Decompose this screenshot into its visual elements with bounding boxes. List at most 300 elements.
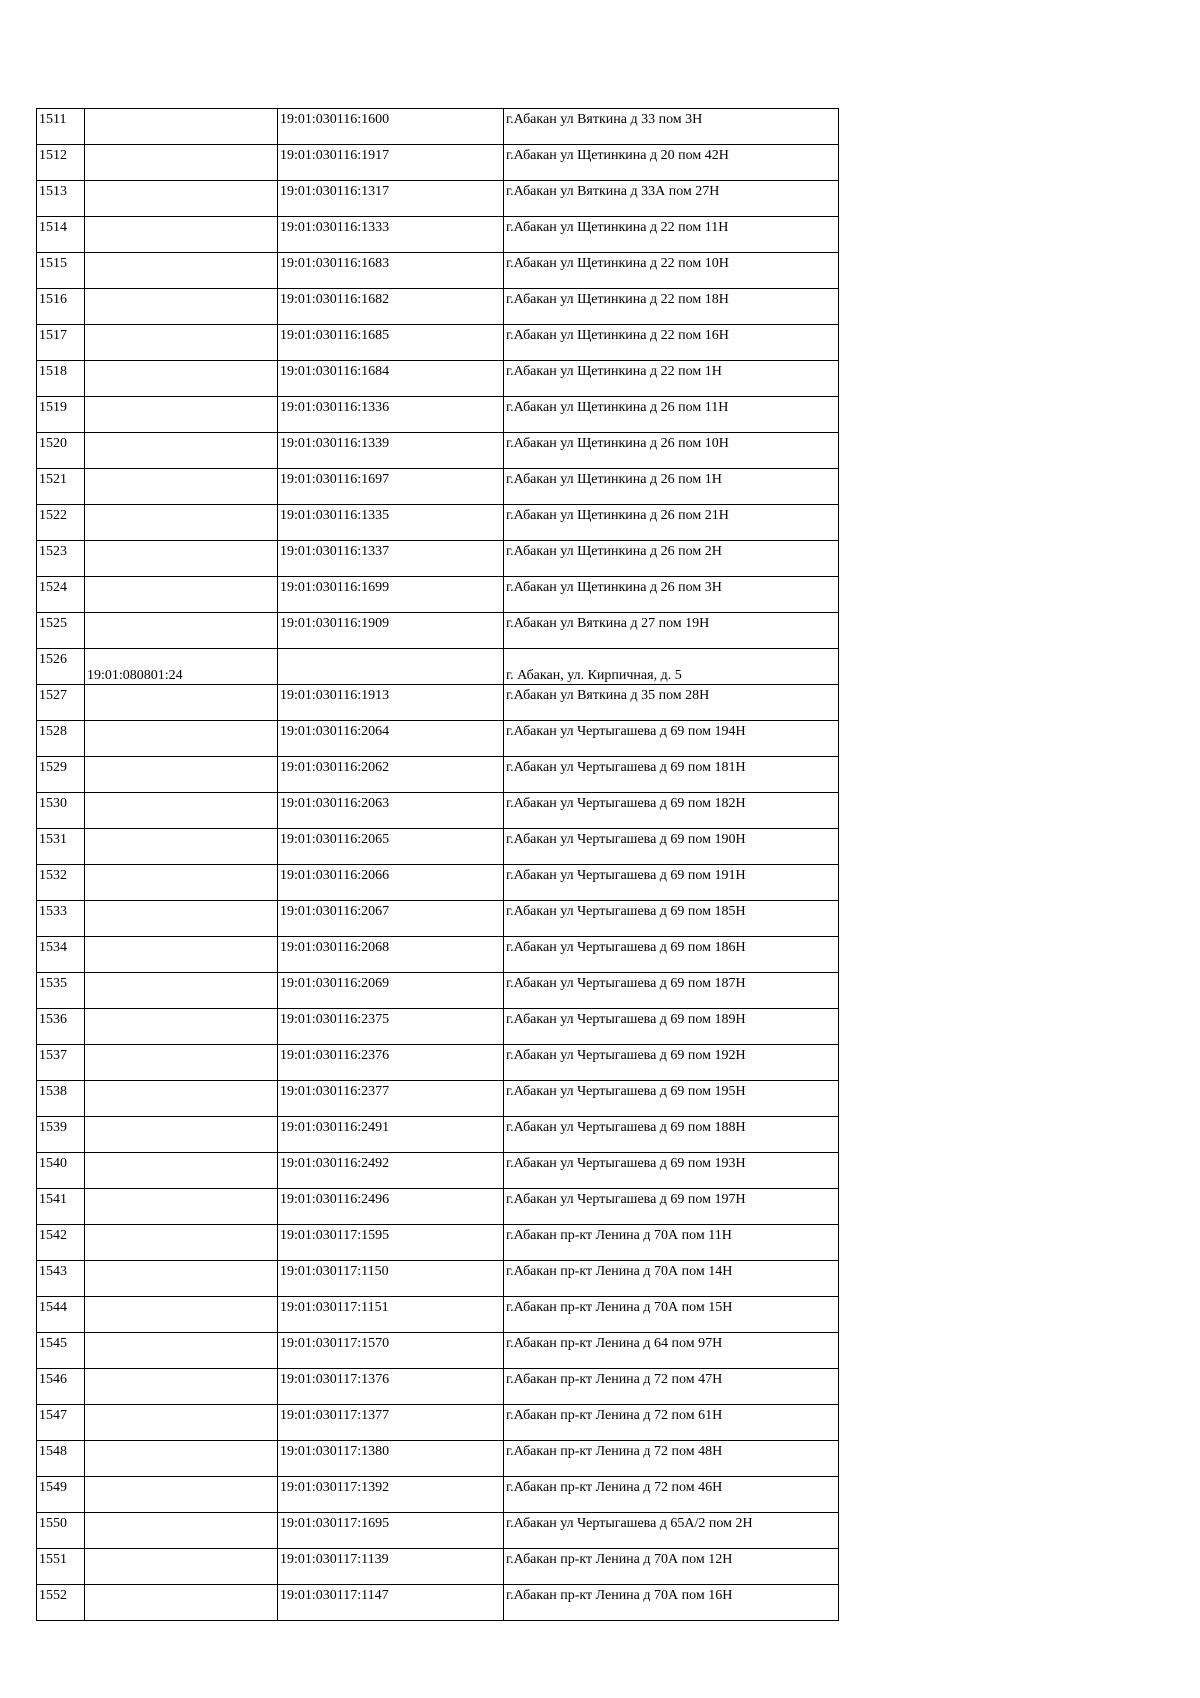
table-row bbox=[37, 937, 839, 973]
row-number-text: 1534 bbox=[39, 940, 67, 955]
address-text: г.Абакан ул Щетинкина д 26 пом 11Н bbox=[506, 400, 729, 415]
row-number-cell bbox=[37, 361, 85, 397]
row-number-text: 1537 bbox=[39, 1048, 67, 1063]
table-row bbox=[37, 577, 839, 613]
row-number-text: 1544 bbox=[39, 1300, 67, 1315]
table-row bbox=[37, 973, 839, 1009]
land-cadastral-text bbox=[87, 1513, 275, 1515]
cadastral-number-text: 19:01:030117:1595 bbox=[280, 1228, 390, 1243]
land-cadastral-text bbox=[87, 1189, 275, 1191]
row-number-cell bbox=[37, 1369, 85, 1405]
land-cadastral-text bbox=[87, 1405, 275, 1407]
land-cadastral-cell bbox=[85, 433, 278, 469]
table-row bbox=[37, 109, 839, 145]
row-number-text: 1531 bbox=[39, 832, 67, 847]
row-number-cell bbox=[37, 397, 85, 433]
cadastral-number-text: 19:01:030116:2069 bbox=[280, 976, 390, 991]
row-number-cell bbox=[37, 1441, 85, 1477]
land-cadastral-text bbox=[87, 613, 275, 615]
land-cadastral-text bbox=[87, 1225, 275, 1227]
land-cadastral-text bbox=[87, 1153, 275, 1155]
land-cadastral-text bbox=[87, 469, 275, 471]
address-text: г.Абакан пр-кт Ленина д 70А пом 16Н bbox=[506, 1588, 733, 1603]
cadastral-number-cell bbox=[278, 1261, 504, 1297]
row-number-cell bbox=[37, 289, 85, 325]
cadastral-number-text: 19:01:030116:1685 bbox=[280, 328, 390, 343]
row-number-cell bbox=[37, 1513, 85, 1549]
cadastral-number-cell bbox=[278, 433, 504, 469]
table-row bbox=[37, 793, 839, 829]
row-number-text: 1541 bbox=[39, 1192, 67, 1207]
cadastral-number-text: 19:01:030117:1380 bbox=[280, 1444, 390, 1459]
address-text: г.Абакан ул Чертыгашева д 65А/2 пом 2Н bbox=[506, 1516, 753, 1531]
cadastral-number-cell bbox=[278, 109, 504, 145]
cadastral-number-text: 19:01:030116:2063 bbox=[280, 796, 390, 811]
address-text: г.Абакан ул Чертыгашева д 69 пом 188Н bbox=[506, 1120, 746, 1135]
row-number-cell bbox=[37, 649, 85, 685]
row-number-cell bbox=[37, 1297, 85, 1333]
row-number-text: 1536 bbox=[39, 1012, 67, 1027]
cadastral-number-cell bbox=[278, 1333, 504, 1369]
land-cadastral-cell bbox=[85, 397, 278, 433]
land-cadastral-text bbox=[87, 1549, 275, 1551]
table-row bbox=[37, 325, 839, 361]
cadastral-number-cell bbox=[278, 613, 504, 649]
address-cell bbox=[504, 1549, 839, 1585]
land-cadastral-cell bbox=[85, 1009, 278, 1045]
cadastral-number-text: 19:01:030117:1376 bbox=[280, 1372, 390, 1387]
row-number-cell bbox=[37, 433, 85, 469]
land-cadastral-cell bbox=[85, 289, 278, 325]
land-cadastral-cell bbox=[85, 1549, 278, 1585]
row-number-text: 1539 bbox=[39, 1120, 67, 1135]
cadastral-number-text: 19:01:030116:2496 bbox=[280, 1192, 390, 1207]
land-cadastral-text bbox=[87, 217, 275, 219]
cadastral-number-text: 19:01:030116:1917 bbox=[280, 148, 390, 163]
table-row bbox=[37, 1009, 839, 1045]
land-cadastral-text bbox=[87, 181, 275, 183]
address-text: г.Абакан ул Чертыгашева д 69 пом 186Н bbox=[506, 940, 746, 955]
address-cell bbox=[504, 613, 839, 649]
land-cadastral-text bbox=[87, 721, 275, 723]
land-cadastral-cell bbox=[85, 757, 278, 793]
cadastral-number-cell bbox=[278, 757, 504, 793]
land-cadastral-cell bbox=[85, 1369, 278, 1405]
land-cadastral-text bbox=[87, 1585, 275, 1587]
address-text: г.Абакан ул Чертыгашева д 69 пом 194Н bbox=[506, 724, 746, 739]
address-cell bbox=[504, 1477, 839, 1513]
row-number-text: 1546 bbox=[39, 1372, 67, 1387]
table-row bbox=[37, 1585, 839, 1621]
address-text: г.Абакан ул Чертыгашева д 69 пом 197Н bbox=[506, 1192, 746, 1207]
row-number-text: 1550 bbox=[39, 1516, 67, 1531]
cadastral-number-text: 19:01:030116:1684 bbox=[280, 364, 390, 379]
table-row bbox=[37, 253, 839, 289]
cadastral-number-cell bbox=[278, 973, 504, 1009]
row-number-cell bbox=[37, 541, 85, 577]
address-cell bbox=[504, 1189, 839, 1225]
cadastral-number-cell bbox=[278, 253, 504, 289]
land-cadastral-text bbox=[87, 577, 275, 579]
address-cell bbox=[504, 253, 839, 289]
land-cadastral-cell bbox=[85, 1225, 278, 1261]
address-cell bbox=[504, 577, 839, 613]
address-text: г.Абакан ул Чертыгашева д 69 пом 189Н bbox=[506, 1012, 746, 1027]
cadastral-number-cell bbox=[278, 1081, 504, 1117]
row-number-text: 1540 bbox=[39, 1156, 67, 1171]
row-number-text: 1529 bbox=[39, 760, 67, 775]
cadastral-number-text: 19:01:030117:1570 bbox=[280, 1336, 390, 1351]
row-number-cell bbox=[37, 1333, 85, 1369]
row-number-cell bbox=[37, 865, 85, 901]
land-cadastral-cell bbox=[85, 649, 278, 685]
address-text: г.Абакан ул Вяткина д 33 пом 3Н bbox=[506, 112, 703, 127]
land-cadastral-cell bbox=[85, 973, 278, 1009]
row-number-cell bbox=[37, 325, 85, 361]
cadastral-number-text: 19:01:030116:1697 bbox=[280, 472, 390, 487]
row-number-text: 1535 bbox=[39, 976, 67, 991]
table-row bbox=[37, 181, 839, 217]
land-cadastral-text bbox=[87, 1117, 275, 1119]
address-cell bbox=[504, 1441, 839, 1477]
row-number-text: 1533 bbox=[39, 904, 67, 919]
row-number-cell bbox=[37, 253, 85, 289]
cadastral-number-text: 19:01:030116:1335 bbox=[280, 508, 390, 523]
table-row bbox=[37, 1369, 839, 1405]
address-text: г.Абакан ул Щетинкина д 20 пом 42Н bbox=[506, 148, 729, 163]
row-number-cell bbox=[37, 109, 85, 145]
land-cadastral-cell bbox=[85, 181, 278, 217]
address-cell bbox=[504, 1405, 839, 1441]
address-text: г.Абакан ул Щетинкина д 22 пом 11Н bbox=[506, 220, 729, 235]
row-number-cell bbox=[37, 829, 85, 865]
cadastral-number-cell bbox=[278, 1153, 504, 1189]
cadastral-number-text: 19:01:030116:1913 bbox=[280, 688, 390, 703]
row-number-cell bbox=[37, 1549, 85, 1585]
cadastral-number-cell bbox=[278, 325, 504, 361]
row-number-cell bbox=[37, 901, 85, 937]
address-text: г.Абакан ул Щетинкина д 26 пом 2Н bbox=[506, 544, 722, 559]
cadastral-number-cell bbox=[278, 505, 504, 541]
cadastral-number-text: 19:01:030117:1392 bbox=[280, 1480, 390, 1495]
row-number-cell bbox=[37, 1081, 85, 1117]
row-number-cell bbox=[37, 721, 85, 757]
land-cadastral-text bbox=[87, 937, 275, 939]
row-number-text: 1520 bbox=[39, 436, 67, 451]
cadastral-number-text: 19:01:030116:1333 bbox=[280, 220, 390, 235]
row-number-cell bbox=[37, 217, 85, 253]
cadastral-number-text: 19:01:030116:1683 bbox=[280, 256, 390, 271]
cadastral-number-text: 19:01:030116:2376 bbox=[280, 1048, 390, 1063]
land-cadastral-cell bbox=[85, 1441, 278, 1477]
land-cadastral-text bbox=[87, 325, 275, 327]
row-number-cell bbox=[37, 973, 85, 1009]
land-cadastral-cell bbox=[85, 361, 278, 397]
land-cadastral-cell bbox=[85, 1333, 278, 1369]
address-cell bbox=[504, 181, 839, 217]
cadastral-number-text: 19:01:030116:2064 bbox=[280, 724, 390, 739]
land-cadastral-cell bbox=[85, 1405, 278, 1441]
land-cadastral-text bbox=[87, 901, 275, 903]
table-row bbox=[37, 289, 839, 325]
row-number-cell bbox=[37, 1045, 85, 1081]
land-cadastral-cell bbox=[85, 109, 278, 145]
address-text: г.Абакан ул Чертыгашева д 69 пом 181Н bbox=[506, 760, 746, 775]
row-number-cell bbox=[37, 685, 85, 721]
cadastral-number-text: 19:01:030116:2491 bbox=[280, 1120, 390, 1135]
row-number-text: 1532 bbox=[39, 868, 67, 883]
cadastral-number-cell bbox=[278, 649, 504, 685]
land-cadastral-text bbox=[87, 1369, 275, 1371]
row-number-text: 1516 bbox=[39, 292, 67, 307]
row-number-text: 1552 bbox=[39, 1588, 67, 1603]
cadastral-number-cell bbox=[278, 1549, 504, 1585]
address-text: г.Абакан пр-кт Ленина д 70А пом 12Н bbox=[506, 1552, 733, 1567]
address-text: г.Абакан пр-кт Ленина д 64 пом 97Н bbox=[506, 1336, 723, 1351]
table-row bbox=[37, 469, 839, 505]
address-cell bbox=[504, 721, 839, 757]
table-row bbox=[37, 1153, 839, 1189]
land-cadastral-text bbox=[87, 973, 275, 975]
land-cadastral-text bbox=[87, 1441, 275, 1443]
cadastral-number-text: 19:01:030116:1337 bbox=[280, 544, 390, 559]
address-cell bbox=[504, 901, 839, 937]
cadastral-number-cell bbox=[278, 181, 504, 217]
address-text: г.Абакан ул Вяткина д 35 пом 28Н bbox=[506, 688, 710, 703]
address-cell bbox=[504, 1297, 839, 1333]
cadastral-number-cell bbox=[278, 217, 504, 253]
land-cadastral-cell bbox=[85, 217, 278, 253]
address-cell bbox=[504, 361, 839, 397]
address-text: г.Абакан ул Чертыгашева д 69 пом 191Н bbox=[506, 868, 746, 883]
table-row bbox=[37, 1081, 839, 1117]
cadastral-number-cell bbox=[278, 829, 504, 865]
cadastral-number-cell bbox=[278, 865, 504, 901]
land-cadastral-text bbox=[87, 829, 275, 831]
table-row bbox=[37, 1261, 839, 1297]
row-number-text: 1538 bbox=[39, 1084, 67, 1099]
row-number-text: 1528 bbox=[39, 724, 67, 739]
cadastral-number-text: 19:01:030116:1339 bbox=[280, 436, 390, 451]
table-row bbox=[37, 1549, 839, 1585]
table-row bbox=[37, 1297, 839, 1333]
land-cadastral-text bbox=[87, 289, 275, 291]
address-cell bbox=[504, 397, 839, 433]
address-text: г.Абакан ул Щетинкина д 22 пом 16Н bbox=[506, 328, 729, 343]
cadastral-number-text: 19:01:030117:1377 bbox=[280, 1408, 390, 1423]
table-row bbox=[37, 1333, 839, 1369]
address-text: г.Абакан пр-кт Ленина д 70А пом 14Н bbox=[506, 1264, 733, 1279]
cadastral-number-text: 19:01:030116:2492 bbox=[280, 1156, 390, 1171]
row-number-cell bbox=[37, 145, 85, 181]
row-number-cell bbox=[37, 1189, 85, 1225]
address-text: г.Абакан пр-кт Ленина д 72 пом 47Н bbox=[506, 1372, 723, 1387]
address-cell bbox=[504, 1225, 839, 1261]
table-row bbox=[37, 541, 839, 577]
table-row bbox=[37, 1441, 839, 1477]
land-cadastral-cell bbox=[85, 577, 278, 613]
land-cadastral-cell bbox=[85, 1117, 278, 1153]
address-cell bbox=[504, 109, 839, 145]
row-number-cell bbox=[37, 469, 85, 505]
cadastral-number-cell bbox=[278, 901, 504, 937]
cadastral-number-cell bbox=[278, 1117, 504, 1153]
cadastral-number-cell bbox=[278, 145, 504, 181]
land-cadastral-cell bbox=[85, 1045, 278, 1081]
row-number-cell bbox=[37, 181, 85, 217]
land-cadastral-cell bbox=[85, 325, 278, 361]
row-number-text: 1523 bbox=[39, 544, 67, 559]
land-cadastral-text bbox=[87, 361, 275, 363]
address-text: г.Абакан ул Щетинкина д 26 пом 3Н bbox=[506, 580, 722, 595]
cadastral-number-cell bbox=[278, 1513, 504, 1549]
table-row bbox=[37, 505, 839, 541]
cadastral-number-cell bbox=[278, 397, 504, 433]
address-cell bbox=[504, 685, 839, 721]
land-cadastral-text bbox=[87, 757, 275, 759]
cadastral-number-cell bbox=[278, 1441, 504, 1477]
address-cell bbox=[504, 1081, 839, 1117]
row-number-text: 1519 bbox=[39, 400, 67, 415]
address-text: г.Абакан пр-кт Ленина д 70А пом 15Н bbox=[506, 1300, 733, 1315]
address-cell bbox=[504, 145, 839, 181]
address-text: г.Абакан ул Чертыгашева д 69 пом 187Н bbox=[506, 976, 746, 991]
address-cell bbox=[504, 1045, 839, 1081]
cadastral-number-text: 19:01:030117:1695 bbox=[280, 1516, 390, 1531]
row-number-cell bbox=[37, 793, 85, 829]
row-number-text: 1548 bbox=[39, 1444, 67, 1459]
address-cell bbox=[504, 865, 839, 901]
land-cadastral-text bbox=[87, 433, 275, 435]
cadastral-number-cell bbox=[278, 1297, 504, 1333]
land-cadastral-text bbox=[87, 1261, 275, 1263]
row-number-cell bbox=[37, 757, 85, 793]
land-cadastral-cell bbox=[85, 1189, 278, 1225]
land-cadastral-text bbox=[87, 1297, 275, 1299]
address-cell bbox=[504, 289, 839, 325]
land-cadastral-cell bbox=[85, 145, 278, 181]
land-cadastral-text bbox=[87, 685, 275, 687]
table-row bbox=[37, 613, 839, 649]
registry-table-body bbox=[37, 109, 839, 1621]
table-row bbox=[37, 829, 839, 865]
land-cadastral-cell bbox=[85, 793, 278, 829]
table-row bbox=[37, 361, 839, 397]
table-row bbox=[37, 1045, 839, 1081]
cadastral-number-text: 19:01:030116:1336 bbox=[280, 400, 390, 415]
address-text: г.Абакан ул Чертыгашева д 69 пом 195Н bbox=[506, 1084, 746, 1099]
table-row bbox=[37, 217, 839, 253]
table-row bbox=[37, 1405, 839, 1441]
land-cadastral-text bbox=[87, 1009, 275, 1011]
cadastral-number-text: 19:01:030116:2375 bbox=[280, 1012, 390, 1027]
row-number-cell bbox=[37, 1477, 85, 1513]
cadastral-number-cell bbox=[278, 721, 504, 757]
address-text: г.Абакан ул Щетинкина д 26 пом 1Н bbox=[506, 472, 722, 487]
cadastral-number-cell bbox=[278, 1045, 504, 1081]
row-number-cell bbox=[37, 1009, 85, 1045]
land-cadastral-text bbox=[87, 1333, 275, 1335]
cadastral-number-text: 19:01:030116:1317 bbox=[280, 184, 390, 199]
address-text: г.Абакан ул Чертыгашева д 69 пом 185Н bbox=[506, 904, 746, 919]
cadastral-number-cell bbox=[278, 577, 504, 613]
address-cell bbox=[504, 1369, 839, 1405]
land-cadastral-text bbox=[87, 541, 275, 543]
land-cadastral-cell bbox=[85, 1513, 278, 1549]
address-text: г.Абакан ул Чертыгашева д 69 пом 182Н bbox=[506, 796, 746, 811]
land-cadastral-text bbox=[87, 793, 275, 795]
land-cadastral-text: 19:01:080801:24 bbox=[87, 668, 183, 683]
land-cadastral-cell bbox=[85, 901, 278, 937]
address-text: г.Абакан ул Щетинкина д 22 пом 10Н bbox=[506, 256, 729, 271]
address-text: г.Абакан пр-кт Ленина д 72 пом 48Н bbox=[506, 1444, 723, 1459]
table-row bbox=[37, 433, 839, 469]
row-number-text: 1513 bbox=[39, 184, 67, 199]
address-cell bbox=[504, 793, 839, 829]
land-cadastral-cell bbox=[85, 829, 278, 865]
land-cadastral-cell bbox=[85, 541, 278, 577]
land-cadastral-cell bbox=[85, 469, 278, 505]
address-cell bbox=[504, 217, 839, 253]
land-cadastral-text bbox=[87, 1081, 275, 1083]
row-number-text: 1521 bbox=[39, 472, 67, 487]
land-cadastral-text bbox=[87, 1477, 275, 1479]
address-cell bbox=[504, 1117, 839, 1153]
cadastral-number-text: 19:01:030116:1909 bbox=[280, 616, 390, 631]
table-row bbox=[37, 145, 839, 181]
land-cadastral-text bbox=[87, 505, 275, 507]
cadastral-number-cell bbox=[278, 937, 504, 973]
cadastral-number-text: 19:01:030116:2068 bbox=[280, 940, 390, 955]
row-number-text: 1517 bbox=[39, 328, 67, 343]
row-number-text: 1515 bbox=[39, 256, 67, 271]
address-text: г.Абакан ул Чертыгашева д 69 пом 190Н bbox=[506, 832, 746, 847]
cadastral-number-text: 19:01:030117:1150 bbox=[280, 1264, 389, 1279]
row-number-cell bbox=[37, 577, 85, 613]
address-cell bbox=[504, 1333, 839, 1369]
land-cadastral-cell bbox=[85, 685, 278, 721]
cadastral-number-cell bbox=[278, 685, 504, 721]
cadastral-number-cell bbox=[278, 1225, 504, 1261]
row-number-cell bbox=[37, 1117, 85, 1153]
land-cadastral-cell bbox=[85, 253, 278, 289]
address-text: г.Абакан пр-кт Ленина д 72 пом 61Н bbox=[506, 1408, 723, 1423]
address-text: г.Абакан ул Щетинкина д 22 пом 18Н bbox=[506, 292, 729, 307]
address-text: г.Абакан ул Чертыгашева д 69 пом 193Н bbox=[506, 1156, 746, 1171]
cadastral-number-cell bbox=[278, 1369, 504, 1405]
cadastral-number-text: 19:01:030116:1600 bbox=[280, 112, 390, 127]
land-cadastral-text bbox=[87, 865, 275, 867]
row-number-cell bbox=[37, 1153, 85, 1189]
cadastral-number-text: 19:01:030116:2062 bbox=[280, 760, 390, 775]
address-cell bbox=[504, 1153, 839, 1189]
address-cell bbox=[504, 757, 839, 793]
land-cadastral-cell bbox=[85, 1477, 278, 1513]
land-cadastral-cell bbox=[85, 1261, 278, 1297]
row-number-text: 1527 bbox=[39, 688, 67, 703]
table-row bbox=[37, 1513, 839, 1549]
table-row bbox=[37, 649, 839, 685]
address-cell bbox=[504, 973, 839, 1009]
table-row bbox=[37, 685, 839, 721]
address-text: г.Абакан ул Вяткина д 27 пом 19Н bbox=[506, 616, 710, 631]
address-cell bbox=[504, 433, 839, 469]
address-text: г.Абакан ул Щетинкина д 22 пом 1Н bbox=[506, 364, 722, 379]
cadastral-number-text: 19:01:030116:1699 bbox=[280, 580, 390, 595]
address-cell bbox=[504, 649, 839, 685]
row-number-text: 1545 bbox=[39, 1336, 67, 1351]
table-row bbox=[37, 721, 839, 757]
